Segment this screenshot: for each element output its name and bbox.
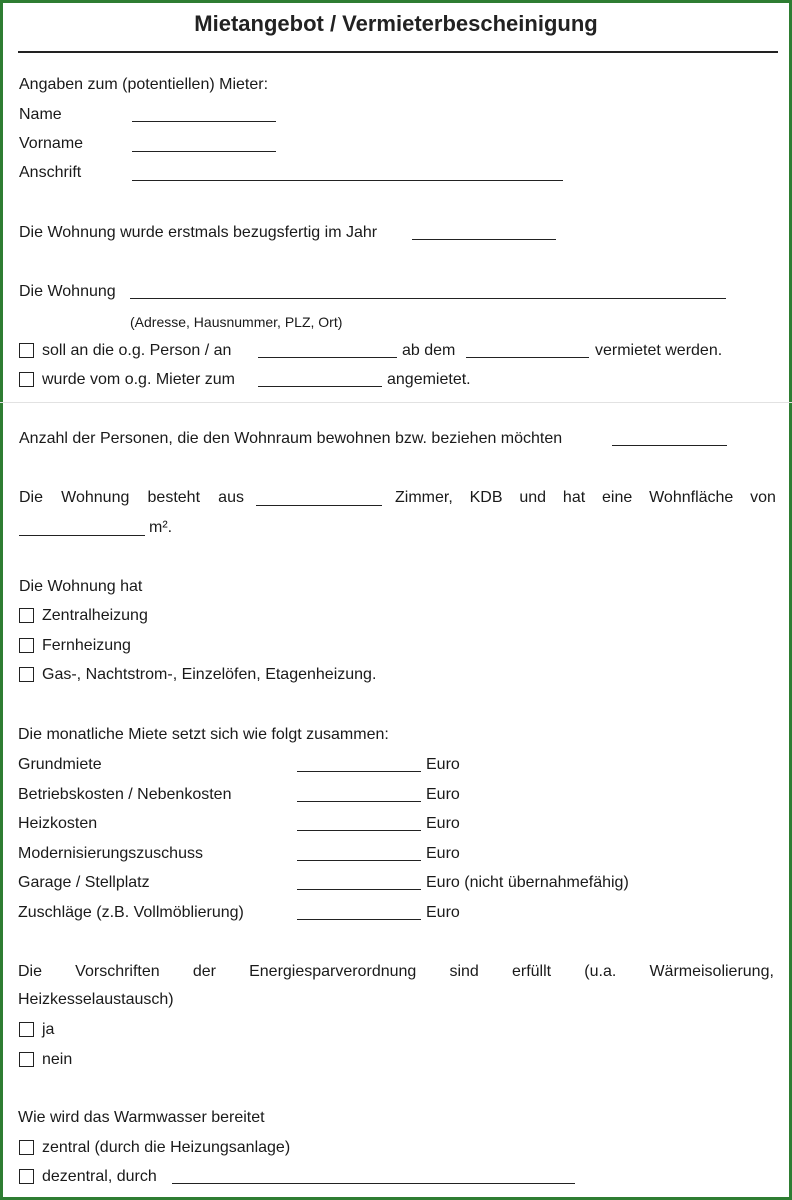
rooms-word: Zimmer, (395, 489, 453, 506)
energy-text-line2: Heizkesselaustausch) (18, 991, 174, 1008)
address-label: Anschrift (19, 164, 82, 181)
rent-amount-field[interactable] (297, 801, 421, 802)
rent-row-label: Garage / Stellplatz (18, 874, 150, 891)
energy-word: Wärmeisolierung, (649, 963, 774, 980)
rooms-count-field[interactable] (256, 505, 382, 506)
rent-row-label: Betriebskosten / Nebenkosten (18, 786, 232, 803)
checkbox-rented[interactable] (19, 372, 34, 387)
rooms-word: von (750, 489, 776, 506)
energy-word: (u.a. (584, 963, 617, 980)
rent-row-label: Grundmiete (18, 756, 102, 773)
rooms-word: hat (562, 489, 586, 506)
checkbox-other-heating[interactable] (19, 667, 34, 682)
let-person-field[interactable] (258, 357, 397, 358)
water-decentral-field[interactable] (172, 1183, 575, 1184)
energy-word: Energiesparverordnung (249, 963, 417, 980)
rent-amount-field[interactable] (297, 771, 421, 772)
checkbox-water-central[interactable] (19, 1140, 34, 1155)
rent-row-label: Heizkosten (18, 815, 98, 832)
rooms-word: eine (602, 489, 633, 506)
year-field[interactable] (412, 239, 556, 240)
tenant-heading: Angaben zum (potentiellen) Mieter: (19, 76, 269, 93)
energy-word: der (192, 963, 216, 980)
energy-text-line1 (18, 962, 774, 982)
apartment-address-field[interactable] (130, 298, 726, 299)
rooms-word: Wohnung (61, 489, 130, 506)
title-rule (18, 51, 778, 53)
rent-amount-field[interactable] (297, 830, 421, 831)
rent-row-unit: Euro (nicht übernahmefähig) (426, 874, 629, 891)
let-text-b: ab dem (402, 342, 456, 359)
area-field[interactable] (19, 535, 145, 536)
rent-row-label: Zuschläge (z.B. Vollmöblierung) (18, 904, 244, 921)
energy-word: Die (18, 963, 43, 980)
firstname-field[interactable] (132, 151, 276, 152)
rent-amount-field[interactable] (297, 919, 421, 920)
rented-text-b: angemietet. (387, 371, 471, 388)
checkbox-energy-no[interactable] (19, 1052, 34, 1067)
heating-option: Gas-, Nachtstrom-, Einzelöfen, Etagenheizung. (42, 666, 377, 683)
rented-text-a: wurde vom o.g. Mieter zum (42, 371, 235, 388)
energy-no-label: nein (42, 1051, 73, 1068)
checkbox-water-decentral[interactable] (19, 1169, 34, 1184)
let-text-c: vermietet werden. (595, 342, 723, 359)
energy-word: Vorschriften (75, 963, 160, 980)
rented-date-field[interactable] (258, 386, 382, 387)
water-heading: Wie wird das Warmwasser bereitet (18, 1109, 265, 1126)
heating-option: Zentralheizung (42, 607, 148, 624)
persons-field[interactable] (612, 445, 727, 446)
rent-amount-field[interactable] (297, 860, 421, 861)
name-label: Name (19, 106, 62, 123)
energy-yes-label: ja (42, 1021, 55, 1038)
rooms-word: und (519, 489, 547, 506)
checkbox-let[interactable] (19, 343, 34, 358)
rooms-word: Wohnfläche (649, 489, 734, 506)
rooms-word: Die (19, 489, 44, 506)
checkbox-central-heating[interactable] (19, 608, 34, 623)
rent-row-unit: Euro (426, 904, 460, 921)
apartment-hint: (Adresse, Hausnummer, PLZ, Ort) (130, 314, 343, 330)
energy-word: sind (449, 963, 479, 980)
rooms-word: besteht (147, 489, 201, 506)
rooms-word: aus (218, 489, 244, 506)
rent-row-unit: Euro (426, 815, 460, 832)
address-field[interactable] (132, 180, 563, 181)
water-decentral-label: dezentral, durch (42, 1168, 157, 1185)
name-field[interactable] (132, 121, 276, 122)
rent-row-unit: Euro (426, 845, 460, 862)
firstname-label: Vorname (19, 135, 84, 152)
rent-row-unit: Euro (426, 786, 460, 803)
area-unit: m². (149, 519, 173, 536)
persons-label: Anzahl der Personen, die den Wohnraum bewohnen bzw. beziehen möchten (19, 430, 563, 447)
rent-row-label: Modernisierungszuschuss (18, 845, 203, 862)
scan-line (0, 402, 792, 403)
let-date-field[interactable] (466, 357, 589, 358)
form-title: Mietangebot / Vermieterbescheinigung (194, 11, 598, 36)
heating-heading: Die Wohnung hat (19, 578, 143, 595)
water-central-label: zentral (durch die Heizungsanlage) (42, 1139, 291, 1156)
let-text-a: soll an die o.g. Person / an (42, 342, 232, 359)
rooms-word: KDB (469, 489, 503, 506)
apartment-label: Die Wohnung (19, 283, 116, 300)
energy-word: erfüllt (511, 963, 552, 980)
rent-row-unit: Euro (426, 756, 460, 773)
heating-option: Fernheizung (42, 637, 131, 654)
rent-heading: Die monatliche Miete setzt sich wie folgt zusammen: (18, 726, 389, 743)
checkbox-energy-yes[interactable] (19, 1022, 34, 1037)
rent-amount-field[interactable] (297, 889, 421, 890)
year-label: Die Wohnung wurde erstmals bezugsfertig im Jahr (19, 224, 378, 241)
checkbox-district-heating[interactable] (19, 638, 34, 653)
rooms-text-a (19, 488, 244, 508)
rooms-text-b (395, 488, 776, 508)
